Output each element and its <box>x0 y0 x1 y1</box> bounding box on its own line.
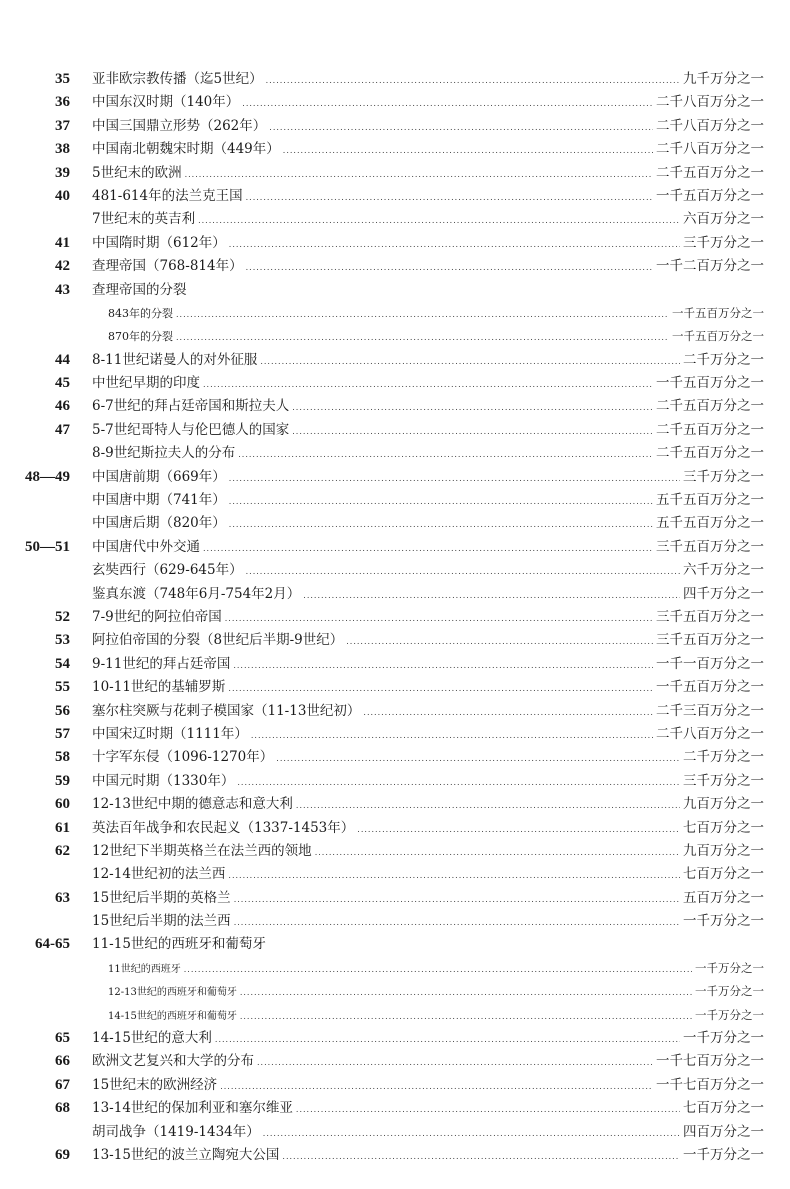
toc-entry <box>92 91 764 115</box>
map-scale: 九百万分之一 <box>683 842 764 859</box>
dot-leader <box>234 911 680 934</box>
toc-row <box>0 653 790 676</box>
toc-entry <box>92 208 764 232</box>
dot-leader <box>257 1051 653 1074</box>
toc-row <box>0 629 790 652</box>
toc-row <box>0 980 790 1003</box>
toc-row <box>0 1121 790 1144</box>
toc-entry <box>92 583 764 607</box>
map-scale: 一千一百万分之一 <box>656 655 764 672</box>
map-title: 中国宋辽时期（1111年） <box>92 725 248 742</box>
toc-row <box>0 208 790 231</box>
map-title: 玄奘西行（629-645年） <box>92 562 243 579</box>
map-scale: 七百万分之一 <box>683 866 764 883</box>
map-title: 查理帝国（768-814年） <box>92 258 243 275</box>
dot-leader <box>246 186 653 209</box>
toc-entry <box>92 746 764 770</box>
map-scale: 一千五百万分之一 <box>672 305 764 320</box>
page-number: 59 <box>55 772 70 789</box>
page-number: 38 <box>55 141 70 158</box>
toc-row <box>0 1097 790 1120</box>
page-number: 54 <box>55 655 70 672</box>
toc-row <box>0 840 790 863</box>
toc-row <box>0 536 790 559</box>
toc-entry <box>92 793 764 817</box>
dot-leader <box>229 490 653 513</box>
map-title: 9-11世纪的拜占廷帝国 <box>92 655 231 672</box>
map-title: 13-14世纪的保加利亚和塞尔维亚 <box>92 1100 293 1117</box>
toc-entry <box>92 676 764 700</box>
dot-leader <box>296 794 680 817</box>
map-scale: 一千万分之一 <box>683 1146 764 1163</box>
dot-leader <box>292 420 653 443</box>
toc-entry <box>92 442 764 466</box>
page-number: 39 <box>55 164 70 181</box>
dot-leader <box>296 1098 680 1121</box>
toc-entry <box>92 185 764 209</box>
map-title: 5-7世纪哥特人与伦巴德人的国家 <box>92 421 290 438</box>
toc-row <box>0 138 790 161</box>
toc-entry <box>108 302 764 326</box>
map-title: 8-9世纪斯拉夫人的分布 <box>92 445 236 462</box>
toc-row <box>0 957 790 980</box>
map-scale: 二千八百万分之一 <box>656 725 764 742</box>
map-scale: 二千万分之一 <box>683 749 764 766</box>
toc-row <box>0 700 790 723</box>
toc-row <box>0 349 790 372</box>
toc-row <box>0 91 790 114</box>
toc-entry <box>92 1074 764 1098</box>
toc-entry <box>92 162 764 186</box>
map-scale: 二千五百万分之一 <box>656 421 764 438</box>
toc-entry <box>92 395 764 419</box>
toc-row <box>0 372 790 395</box>
map-title: 中国南北朝魏宋时期（449年） <box>92 141 280 158</box>
map-title: 中国元时期（1330年） <box>92 772 235 789</box>
map-scale: 二千八百万分之一 <box>656 141 764 158</box>
toc-entry <box>108 957 764 981</box>
toc-row <box>0 887 790 910</box>
map-title: 5世纪末的欧洲 <box>92 164 182 181</box>
map-scale: 六百万分之一 <box>683 211 764 228</box>
map-title: 15世纪后半期的英格兰 <box>92 889 231 906</box>
dot-leader <box>234 888 680 911</box>
page-number: 58 <box>55 749 70 766</box>
map-scale: 一千万分之一 <box>683 913 764 930</box>
map-title: 中国唐中期（741年） <box>92 492 226 509</box>
map-title: 11-15世纪的西班牙和葡萄牙 <box>92 936 266 953</box>
toc-row <box>0 1144 790 1167</box>
map-title: 11世纪的西班牙 <box>108 963 181 975</box>
toc-row <box>0 817 790 840</box>
map-title: 15世纪末的欧洲经济 <box>92 1076 218 1093</box>
map-scale: 五百万分之一 <box>683 889 764 906</box>
toc-entry <box>108 1004 764 1028</box>
toc-entry <box>92 466 764 490</box>
dot-leader <box>292 396 653 419</box>
map-scale: 二千五百万分之一 <box>656 445 764 462</box>
table-of-contents <box>0 68 790 1167</box>
toc-entry <box>92 138 764 162</box>
map-scale: 一千二百万分之一 <box>656 258 764 275</box>
map-scale: 三千五百万分之一 <box>656 632 764 649</box>
map-title: 中国东汉时期（140年） <box>92 94 240 111</box>
dot-leader <box>228 864 680 887</box>
toc-row <box>0 419 790 442</box>
map-scale: 二千五百万分之一 <box>656 398 764 415</box>
toc-row <box>0 466 790 489</box>
toc-entry <box>92 1027 764 1051</box>
toc-row <box>0 1027 790 1050</box>
dot-leader <box>198 209 680 232</box>
toc-row <box>0 606 790 629</box>
toc-entry <box>108 325 764 349</box>
toc-entry <box>92 349 764 373</box>
dot-leader <box>228 677 653 700</box>
map-scale: 一千万分之一 <box>683 1030 764 1047</box>
page-number: 44 <box>55 351 70 368</box>
toc-row <box>0 255 790 278</box>
dot-leader <box>203 537 653 560</box>
page-number: 42 <box>55 258 70 275</box>
map-scale: 三千万分之一 <box>683 468 764 485</box>
dot-leader <box>263 1122 680 1145</box>
page-number: 56 <box>55 702 70 719</box>
page-number: 43 <box>55 281 70 298</box>
page-number: 45 <box>55 375 70 392</box>
toc-row <box>0 185 790 208</box>
map-title: 7世纪末的英吉利 <box>92 211 196 228</box>
dot-leader <box>238 443 653 466</box>
toc-entry <box>92 933 764 956</box>
dot-leader <box>229 467 680 490</box>
dot-leader <box>203 373 653 396</box>
map-title: 亚非欧宗教传播（迄5世纪） <box>92 71 263 87</box>
toc-entry <box>92 723 764 747</box>
map-title: 十字军东侵（1096-1270年） <box>92 749 274 766</box>
page-number: 68 <box>55 1100 70 1117</box>
dot-leader <box>283 139 653 162</box>
map-scale: 一千万分之一 <box>695 960 764 975</box>
map-title: 中世纪早期的印度 <box>92 375 200 392</box>
page-number: 61 <box>55 819 70 836</box>
toc-row <box>0 1074 790 1097</box>
map-scale: 一千七百万分之一 <box>656 1076 764 1093</box>
map-scale: 七百万分之一 <box>683 1100 764 1117</box>
toc-row <box>0 279 790 302</box>
map-title: 欧洲文艺复兴和大学的分布 <box>92 1053 254 1070</box>
map-title: 查理帝国的分裂 <box>92 281 187 298</box>
dot-leader <box>229 513 653 536</box>
toc-entry <box>92 817 764 841</box>
page-number: 64-65 <box>35 936 70 953</box>
dot-leader <box>240 981 692 1004</box>
toc-entry <box>92 653 764 677</box>
toc-entry <box>92 863 764 887</box>
toc-row <box>0 115 790 138</box>
map-title: 8-11世纪诺曼人的对外征服 <box>92 351 258 368</box>
map-scale: 五千五百万分之一 <box>656 492 764 509</box>
dot-leader <box>176 326 669 349</box>
dot-leader <box>303 584 680 607</box>
map-scale: 三千五百万分之一 <box>656 538 764 555</box>
dot-leader <box>315 841 680 864</box>
page-number: 69 <box>55 1146 70 1163</box>
dot-leader <box>269 116 653 139</box>
map-title: 中国唐代中外交通 <box>92 538 200 555</box>
map-title: 阿拉伯帝国的分裂（8世纪后半期-9世纪） <box>92 632 344 649</box>
toc-entry <box>92 1097 764 1121</box>
dot-leader <box>237 771 680 794</box>
toc-entry <box>92 489 764 513</box>
map-title: 7-9世纪的阿拉伯帝国 <box>92 608 222 625</box>
map-scale: 一千七百万分之一 <box>656 1053 764 1070</box>
dot-leader <box>260 350 680 373</box>
toc-row <box>0 232 790 255</box>
toc-row <box>0 933 790 956</box>
map-scale: 二千三百万分之一 <box>656 702 764 719</box>
toc-entry <box>92 536 764 560</box>
toc-entry <box>92 606 764 630</box>
map-scale: 二千八百万分之一 <box>656 117 764 134</box>
map-scale: 六千万分之一 <box>683 562 764 579</box>
map-scale: 四百万分之一 <box>683 1123 764 1140</box>
toc-entry <box>92 255 764 279</box>
toc-row <box>0 68 790 91</box>
toc-entry <box>92 372 764 396</box>
dot-leader <box>363 701 653 724</box>
map-scale: 一千万分之一 <box>695 1007 764 1022</box>
page-number: 46 <box>55 398 70 415</box>
map-title: 12-13世纪中期的德意志和意大利 <box>92 796 293 813</box>
map-scale: 九千万分之一 <box>683 71 764 87</box>
page-number: 47 <box>55 421 70 438</box>
toc-row <box>0 863 790 886</box>
page-number: 62 <box>55 842 70 859</box>
map-title: 中国隋时期（612年） <box>92 234 226 251</box>
map-scale: 二千八百万分之一 <box>656 94 764 111</box>
toc-row <box>0 442 790 465</box>
toc-row <box>0 770 790 793</box>
toc-row <box>0 162 790 185</box>
toc-row <box>0 723 790 746</box>
map-scale: 一千五百万分之一 <box>656 187 764 204</box>
map-title: 12世纪下半期英格兰在法兰西的领地 <box>92 842 312 859</box>
map-title: 481-614年的法兰克王国 <box>92 187 243 204</box>
toc-entry <box>92 840 764 864</box>
dot-leader <box>246 560 680 583</box>
page-number: 57 <box>55 725 70 742</box>
page-number: 36 <box>55 94 70 111</box>
dot-leader <box>220 1075 653 1098</box>
page-number: 37 <box>55 117 70 134</box>
toc-row <box>0 512 790 535</box>
toc-entry <box>92 629 764 653</box>
toc-row <box>0 910 790 933</box>
toc-row <box>0 1050 790 1073</box>
page-number: 65 <box>55 1030 70 1047</box>
page-number: 63 <box>55 889 70 906</box>
dot-leader <box>229 233 680 256</box>
map-scale: 九百万分之一 <box>683 796 764 813</box>
toc-entry <box>92 910 764 934</box>
toc-entry <box>108 980 764 1004</box>
page-number: 50—51 <box>25 538 70 555</box>
dot-leader <box>225 607 653 630</box>
page-number: 35 <box>55 71 70 87</box>
map-title: 12-13世纪的西班牙和葡萄牙 <box>108 987 237 999</box>
toc-entry <box>92 559 764 583</box>
toc-row <box>0 793 790 816</box>
toc-row <box>0 583 790 606</box>
dot-leader <box>184 958 692 981</box>
page-number: 55 <box>55 679 70 696</box>
dot-leader <box>266 69 680 92</box>
dot-leader <box>282 1145 680 1168</box>
dot-leader <box>246 256 653 279</box>
toc-entry <box>92 700 764 724</box>
map-title: 13-15世纪的波兰立陶宛大公国 <box>92 1146 280 1163</box>
toc-row <box>0 325 790 348</box>
dot-leader <box>215 1028 680 1051</box>
map-title: 中国唐后期（820年） <box>92 515 226 532</box>
map-scale: 一千五百万分之一 <box>656 679 764 696</box>
map-title: 10-11世纪的基辅罗斯 <box>92 679 226 696</box>
map-title: 中国三国鼎立形势（262年） <box>92 117 267 134</box>
page-number: 66 <box>55 1053 70 1070</box>
toc-row <box>0 746 790 769</box>
dot-leader <box>357 818 680 841</box>
dot-leader <box>242 92 653 115</box>
page-number: 60 <box>55 796 70 813</box>
toc-row <box>0 302 790 325</box>
toc-entry <box>92 1050 764 1074</box>
toc-entry <box>92 115 764 139</box>
map-title: 14-15世纪的意大利 <box>92 1030 212 1047</box>
map-scale: 五千五百万分之一 <box>656 515 764 532</box>
page-number: 40 <box>55 187 70 204</box>
map-scale: 四千万分之一 <box>683 585 764 602</box>
toc-row <box>0 395 790 418</box>
map-title: 胡司战争（1419-1434年） <box>92 1123 260 1140</box>
dot-leader <box>185 163 653 186</box>
map-scale: 一千五百万分之一 <box>672 329 764 344</box>
page-number: 48—49 <box>25 468 70 485</box>
toc-row <box>0 1004 790 1027</box>
map-title: 12-14世纪初的法兰西 <box>92 866 226 883</box>
dot-leader <box>176 303 669 326</box>
toc-entry <box>92 419 764 443</box>
map-scale: 三千万分之一 <box>683 234 764 251</box>
map-title: 14-15世纪的西班牙和葡萄牙 <box>108 1010 237 1022</box>
toc-entry <box>92 232 764 256</box>
toc-entry <box>92 887 764 911</box>
page-number: 52 <box>55 608 70 625</box>
map-scale: 三千五百万分之一 <box>656 608 764 625</box>
toc-row <box>0 489 790 512</box>
page-number: 53 <box>55 632 70 649</box>
dot-leader <box>233 654 653 677</box>
toc-entry <box>92 770 764 794</box>
dot-leader <box>276 747 680 770</box>
toc-entry <box>92 68 764 92</box>
toc-entry <box>92 1144 764 1168</box>
map-title: 英法百年战争和农民起义（1337-1453年） <box>92 819 355 836</box>
map-title: 843年的分裂 <box>108 306 173 320</box>
map-title: 塞尔柱突厥与花剌子模国家（11-13世纪初） <box>92 702 361 719</box>
map-title: 15世纪后半期的法兰西 <box>92 913 231 930</box>
map-scale: 二千五百万分之一 <box>656 164 764 181</box>
dot-leader <box>251 724 653 747</box>
map-title: 870年的分裂 <box>108 330 173 344</box>
toc-entry <box>92 1121 764 1145</box>
toc-entry <box>92 279 764 302</box>
map-scale: 七百万分之一 <box>683 819 764 836</box>
map-scale: 一千万分之一 <box>695 984 764 999</box>
map-scale: 二千万分之一 <box>683 351 764 368</box>
page-number: 41 <box>55 234 70 251</box>
toc-row <box>0 559 790 582</box>
map-scale: 三千万分之一 <box>683 772 764 789</box>
toc-entry <box>92 512 764 536</box>
map-scale: 一千五百万分之一 <box>656 375 764 392</box>
dot-leader <box>240 1005 692 1028</box>
dot-leader <box>346 630 653 653</box>
map-title: 6-7世纪的拜占廷帝国和斯拉夫人 <box>92 398 290 415</box>
toc-row <box>0 676 790 699</box>
map-title: 中国唐前期（669年） <box>92 468 226 485</box>
page-number: 67 <box>55 1076 70 1093</box>
map-title: 鉴真东渡（748年6月-754年2月） <box>92 585 301 602</box>
